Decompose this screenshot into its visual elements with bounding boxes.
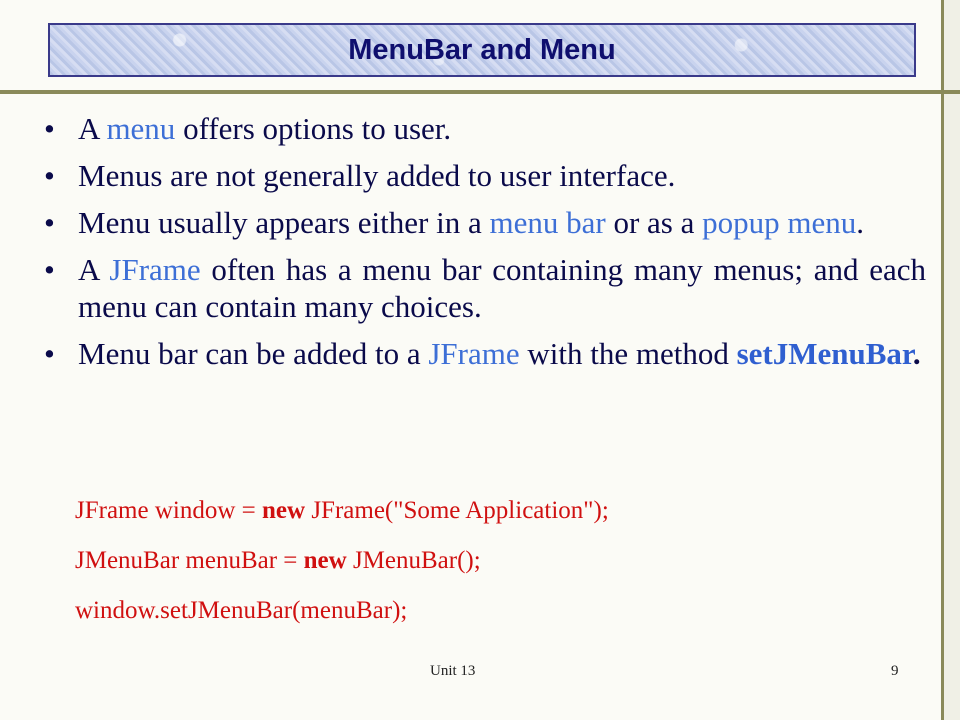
bullet-text: with the method bbox=[519, 336, 737, 371]
bullet-dot: • bbox=[44, 336, 55, 371]
bullet-item bbox=[44, 157, 926, 194]
bullet-text: Menus are not generally added to user interface. bbox=[78, 158, 676, 193]
code-text: JMenuBar(); bbox=[346, 547, 481, 574]
bullet-text: . bbox=[856, 205, 864, 240]
bullet-text: A bbox=[78, 111, 107, 146]
bullet-item bbox=[44, 335, 926, 372]
code-text: JFrame("Some Application"); bbox=[305, 497, 609, 524]
code-text: JMenuBar menuBar = bbox=[75, 547, 304, 574]
code-line bbox=[75, 547, 481, 575]
keyword-method: setJMenuBar bbox=[736, 336, 913, 371]
bullet-text: offers options to user. bbox=[175, 111, 452, 146]
code-line bbox=[75, 497, 609, 525]
bullet-text: A bbox=[78, 252, 110, 287]
bullet-dot: • bbox=[44, 158, 55, 193]
code-keyword: new bbox=[262, 497, 306, 524]
keyword: JFrame bbox=[428, 336, 520, 371]
bullet-list bbox=[44, 110, 926, 382]
footer-unit: Unit 13 bbox=[430, 663, 476, 679]
keyword: menu bar bbox=[489, 205, 606, 240]
bullet-item bbox=[44, 251, 926, 325]
code-line bbox=[75, 597, 407, 625]
bullet-text: or as a bbox=[605, 205, 703, 240]
bullet-text: . bbox=[912, 336, 921, 371]
bullet-dot: • bbox=[44, 205, 55, 240]
bullet-dot: • bbox=[44, 252, 55, 287]
title-box bbox=[48, 23, 916, 77]
bullet-text: Menu bar can be added to a bbox=[78, 336, 429, 371]
bullet-text: Menu usually appears either in a bbox=[78, 205, 490, 240]
keyword: menu bbox=[106, 111, 176, 146]
page-number: 9 bbox=[891, 663, 899, 679]
title-divider bbox=[0, 90, 960, 94]
right-margin bbox=[944, 0, 960, 720]
code-keyword: new bbox=[303, 547, 347, 574]
keyword: JFrame bbox=[109, 252, 201, 287]
bullet-item bbox=[44, 204, 926, 241]
code-text: JFrame window = bbox=[75, 497, 262, 524]
code-text: window.setJMenuBar(menuBar); bbox=[75, 597, 408, 624]
slide-title: MenuBar and Menu bbox=[348, 34, 616, 66]
keyword: popup menu bbox=[702, 205, 857, 240]
bullet-dot: • bbox=[44, 111, 55, 146]
bullet-item bbox=[44, 110, 926, 147]
bullet-text: often has a menu bar containing many menus; and each menu can contain many choices. bbox=[78, 252, 926, 324]
